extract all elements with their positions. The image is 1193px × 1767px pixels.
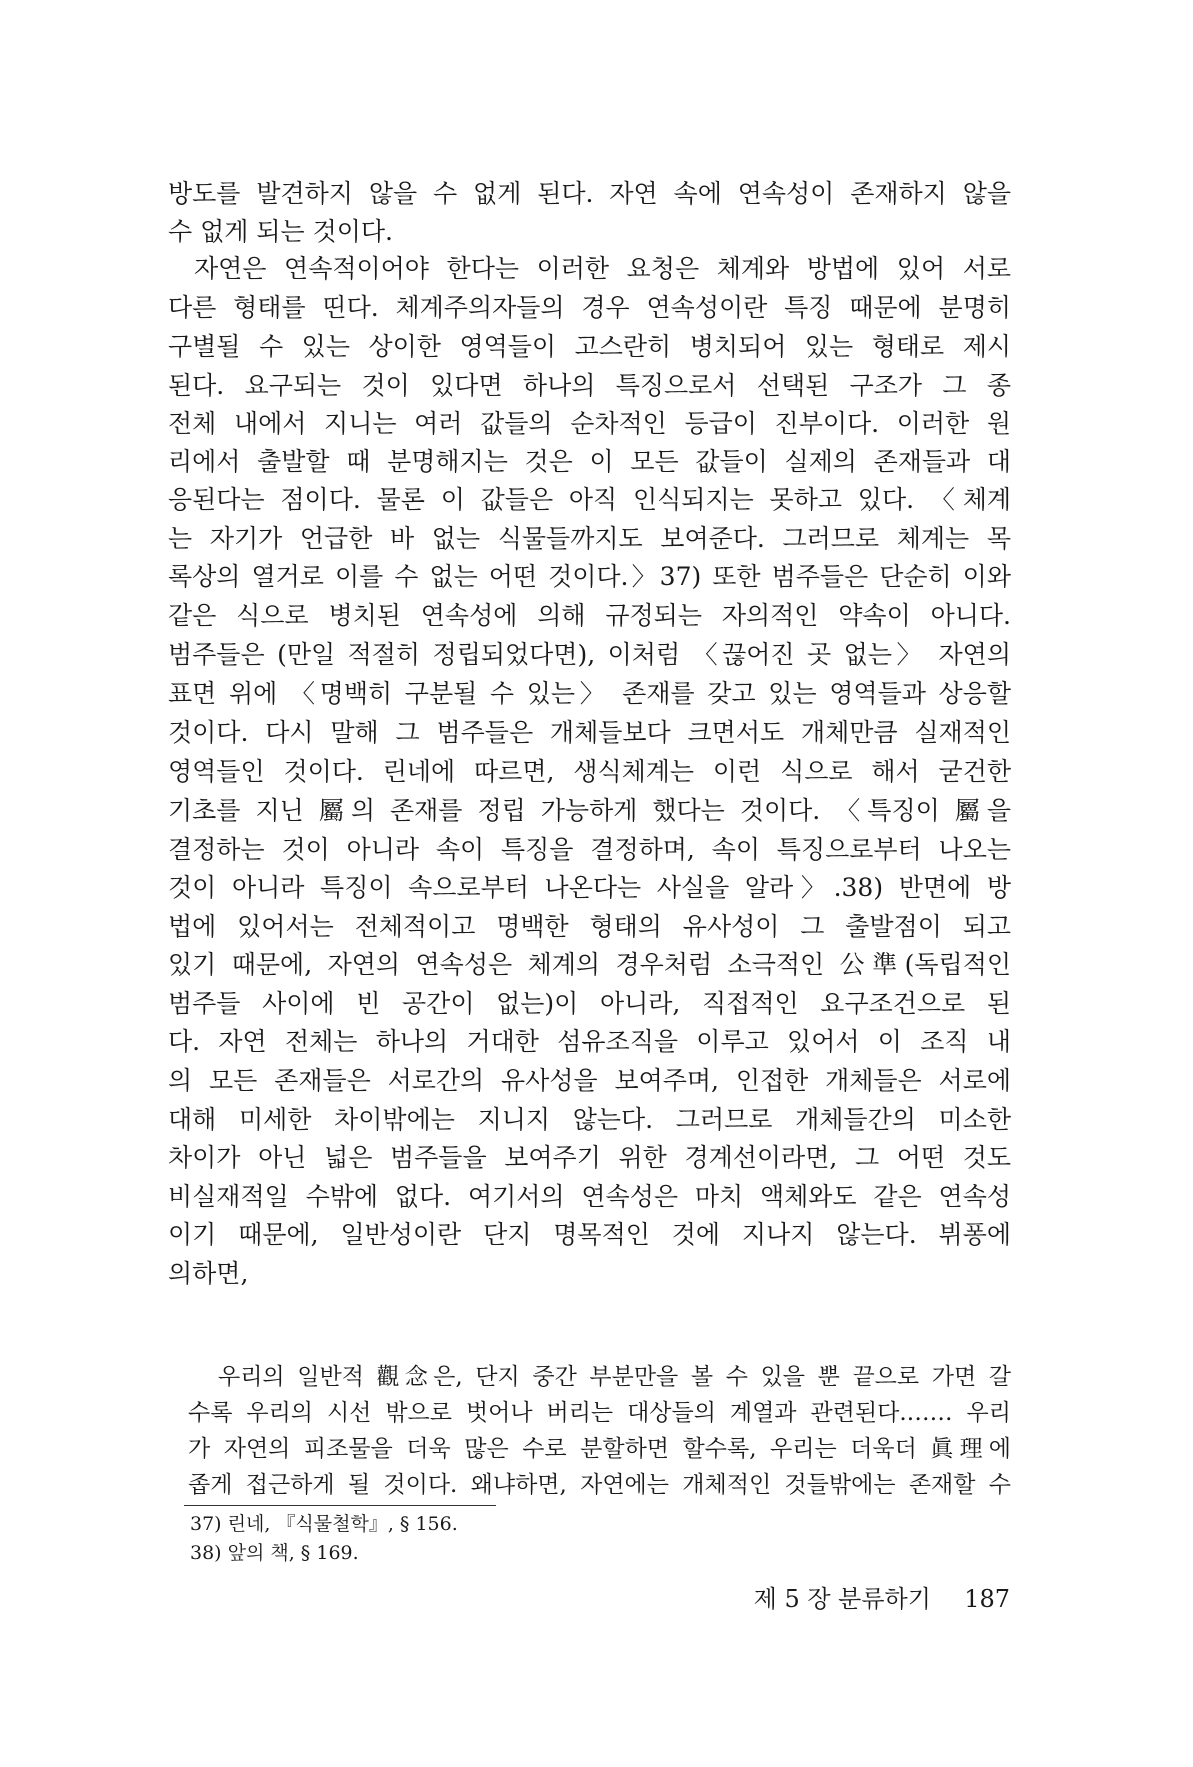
body-line: 방도를 발견하지 않을 수 없게 된다. 자연 속에 연속성이 존재하지 않을 <box>168 179 1011 208</box>
body-line: 법에 있어서는 전체적이고 명백한 형태의 유사성이 그 출발점이 되고 <box>168 912 1011 941</box>
body-line: 표면 위에 〈명백히 구분될 수 있는〉 존재를 갖고 있는 영역들과 상응할 <box>168 679 1011 708</box>
body-line: 이기 때문에, 일반성이란 단지 명목적인 것에 지나지 않는다. 뷔퐁에 <box>168 1220 1011 1249</box>
body-line: 것이다. 다시 말해 그 범주들은 개체들보다 크면서도 개체만큼 실재적인 <box>168 718 1011 747</box>
body-line: 다. 자연 전체는 하나의 거대한 섬유조직을 이루고 있어서 이 조직 내 <box>168 1027 1011 1056</box>
body-line: 결정하는 것이 아니라 속이 특징을 결정하며, 속이 특징으로부터 나오는 <box>168 835 1011 864</box>
body-line: 된다. 요구되는 것이 있다면 하나의 특징으로서 선택된 구조가 그 종 <box>168 371 1011 400</box>
quote-line: 좁게 접근하게 될 것이다. 왜냐하면, 자연에는 개체적인 것들밖에는 존재할 수 <box>188 1472 1011 1498</box>
footnote-37: 37) 린네, 『식물철학』, § 156. <box>190 1513 458 1535</box>
page-number: 187 <box>964 1585 1010 1613</box>
body-line: 차이가 아닌 넓은 범주들을 보여주기 위한 경계선이라면, 그 어떤 것도 <box>168 1143 1011 1172</box>
quote-line: 가 자연의 피조물을 더욱 많은 수로 분할하면 할수록, 우리는 더욱더 眞理에 <box>188 1436 1011 1462</box>
quote-line: 우리의 일반적 觀念은, 단지 중간 부분만을 볼 수 있을 뿐 끝으로 가면 갈 <box>218 1364 1011 1390</box>
body-line: 범주들 사이에 빈 공간이 없는)이 아니라, 직접적인 요구조건으로 된 <box>168 989 1011 1018</box>
body-line: 수 없게 되는 것이다. <box>168 217 393 246</box>
body-line: 비실재적일 수밖에 없다. 여기서의 연속성은 마치 액체와도 같은 연속성 <box>168 1182 1011 1211</box>
body-line: 전체 내에서 지니는 여러 값들의 순차적인 등급이 진부이다. 이러한 원 <box>168 409 1011 438</box>
body-line: 응된다는 점이다. 물론 이 값들은 아직 인식되지는 못하고 있다. 〈체계 <box>168 485 1011 514</box>
body-line: 구별될 수 있는 상이한 영역들이 고스란히 병치되어 있는 형태로 제시 <box>168 332 1011 361</box>
body-line: 는 자기가 언급한 바 없는 식물들까지도 보여준다. 그러므로 체계는 목 <box>168 524 1011 553</box>
chapter-title: 제 5 장 분류하기 <box>753 1585 931 1613</box>
quote-line: 수록 우리의 시선 밖으로 벗어나 버리는 대상들의 계열과 관련된다.…… 우리 <box>188 1400 1011 1426</box>
body-line: 록상의 열거로 이를 수 없는 어떤 것이다.〉37) 또한 범주들은 단순히 이와 <box>168 562 1011 591</box>
body-line: 같은 식으로 병치된 연속성에 의해 규정되는 자의적인 약속이 아니다. <box>168 601 1011 630</box>
body-line: 자연은 연속적이어야 한다는 이러한 요청은 체계와 방법에 있어 서로 <box>194 254 1011 283</box>
body-line: 의하면, <box>168 1259 249 1288</box>
footnote-rule <box>184 1505 496 1506</box>
body-line: 있기 때문에, 자연의 연속성은 체계의 경우처럼 소극적인 公準(독립적인 <box>168 950 1011 979</box>
body-line: 영역들인 것이다. 린네에 따르면, 생식체계는 이런 식으로 해서 굳건한 <box>168 757 1011 786</box>
body-line: 대해 미세한 차이밖에는 지니지 않는다. 그러므로 개체들간의 미소한 <box>168 1105 1011 1134</box>
body-line: 기초를 지닌 屬의 존재를 정립 가능하게 했다는 것이다. 〈특징이 屬을 <box>168 796 1011 825</box>
footnote-38: 38) 앞의 책, § 169. <box>190 1542 359 1564</box>
body-line: 리에서 출발할 때 분명해지는 것은 이 모든 값들이 실제의 존재들과 대 <box>168 447 1011 476</box>
body-line: 의 모든 존재들은 서로간의 유사성을 보여주며, 인접한 개체들은 서로에 <box>168 1066 1011 1095</box>
body-line: 것이 아니라 특징이 속으로부터 나온다는 사실을 알라〉.38) 반면에 방 <box>168 873 1011 902</box>
body-line: 범주들은 (만일 적절히 정립되었다면), 이처럼 〈끊어진 곳 없는〉 자연의 <box>168 640 1011 669</box>
running-footer <box>740 1579 1010 1619</box>
body-line: 다른 형태를 띤다. 체계주의자들의 경우 연속성이란 특징 때문에 분명히 <box>168 293 1011 322</box>
